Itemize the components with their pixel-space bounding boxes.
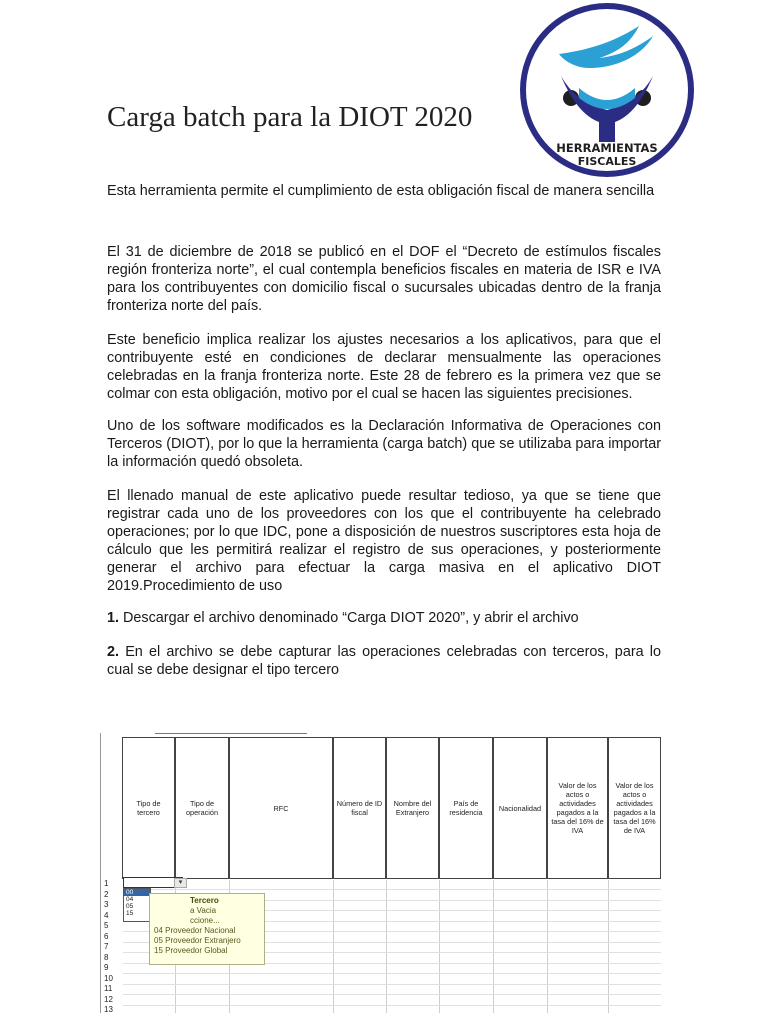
grid-row-line xyxy=(123,984,661,985)
row-number: 10 xyxy=(104,973,113,983)
row-number: 5 xyxy=(104,921,109,930)
step-1 xyxy=(107,609,661,627)
benefit-paragraph: Este beneficio implica realizar los ajustes necesarios a los aplicativos, para que el contribuyente esté en condiciones de declarar mensualmente las operaciones celebradas en la franja fronteriza norte. Este 28 de febrero es la primera vez que se colmar con esta obligación, motivo por el cual se hacen las siguientes precisiones. xyxy=(107,332,661,402)
row-number: 2 xyxy=(104,889,109,899)
step-2-text: En el archivo se debe capturar las operaciones celebradas con terceros, para lo cual se debe designar el tipo tercero xyxy=(107,644,661,678)
header-id-fiscal: Número de ID fiscal xyxy=(333,737,386,879)
dropdown-option[interactable]: 04 xyxy=(126,896,134,903)
tooltip-option: 15 Proveedor Global xyxy=(154,946,228,955)
intro-paragraph: Esta herramienta permite el cumplimiento de esta obligación fiscal de manera sencilla xyxy=(107,183,655,199)
header-valor-actos-16-a: Valor de los actos o actividades pagados a la tasa del 16% de IVA xyxy=(547,737,608,879)
manual-fill-paragraph: El llenado manual de este aplicativo puede resultar tedioso, ya que se tiene que registrar cada uno de los proveedores con los que el contribuyente ha celebrado operaciones; por lo que IDC, pone a disposición de nuestros suscriptores esta hoja de cálculo que les permitirá realizar el registro de sus operaciones, y posteriormente generar el archivo para efectuar la carga masiva en el aplicativo DIOT 2019.Procedimiento de uso xyxy=(107,488,661,594)
row-number: 6 xyxy=(104,931,109,941)
svg-text:HERRAMIENTAS: HERRAMIENTAS xyxy=(556,141,658,155)
dropdown-option[interactable]: 15 xyxy=(126,910,134,917)
header-tipo-operacion: Tipo de operación xyxy=(175,737,229,879)
row-number: 3 xyxy=(104,900,109,909)
header-rfc: RFC xyxy=(229,737,333,879)
dropdown-option[interactable]: 05 xyxy=(126,903,134,910)
step-2 xyxy=(107,643,661,679)
page-title: Carga batch para la DIOT 2020 xyxy=(107,101,473,133)
validation-tooltip xyxy=(149,893,265,965)
decree-paragraph: El 31 de diciembre de 2018 se publicó en el DOF el “Decreto de estímulos fiscales región fronteriza norte”, el cual contempla beneficios fiscales en materia de ISR e IVA para los contribuyentes con domicilio fiscal o sucursales ubicadas dentro de la franja fronteriza norte del país. xyxy=(107,244,661,314)
row-number: 11 xyxy=(104,984,113,993)
row-number: 7 xyxy=(104,942,109,951)
row-number: 8 xyxy=(104,952,109,962)
step-1-text: Descargar el archivo denominado “Carga DIOT 2020”, y abrir el archivo xyxy=(123,610,579,626)
herramientas-fiscales-logo xyxy=(519,2,695,178)
tooltip-line: ccione... xyxy=(190,916,220,925)
grid-row-line xyxy=(123,889,661,890)
header-valor-actos-16-b: Valor de los actos o actividades pagados a la tasa del 16% de IVA xyxy=(608,737,661,879)
dropdown-list[interactable] xyxy=(123,888,151,922)
tooltip-line: a Vacia xyxy=(190,906,217,915)
dropdown-option[interactable]: 00 xyxy=(124,889,150,896)
grid-row-line xyxy=(123,994,661,995)
spreadsheet-screenshot xyxy=(100,733,661,1013)
header-nombre-extranjero: Nombre del Extranjero xyxy=(386,737,439,879)
header-tipo-tercero: Tipo de tercero xyxy=(122,737,175,879)
step-1-number: 1. xyxy=(107,610,120,626)
row-number: 1 xyxy=(104,879,109,888)
row-number: 12 xyxy=(104,994,113,1004)
grid-row-line xyxy=(123,973,661,974)
software-paragraph: Uno de los software modificados es la Declaración Informativa de Operaciones con Terceros (DIOT), por lo que la herramienta (carga batch) que se utilizaba para importar la información quedó obsoleta. xyxy=(107,418,661,470)
header-pais-residencia: País de residencia xyxy=(439,737,493,879)
tooltip-option: 04 Proveedor Nacional xyxy=(154,926,236,935)
tooltip-title: Tercero xyxy=(190,896,219,905)
row-number: 13 xyxy=(104,1005,113,1013)
row-number: 4 xyxy=(104,910,109,920)
row-number: 9 xyxy=(104,963,109,972)
svg-text:FISCALES: FISCALES xyxy=(577,155,637,168)
tooltip-option: 05 Proveedor Extranjero xyxy=(154,936,241,945)
grid-row-line xyxy=(123,1005,661,1006)
step-2-number: 2. xyxy=(107,644,120,660)
header-nacionalidad: Nacionalidad xyxy=(493,737,547,879)
dropdown-arrow-button[interactable]: ▾ xyxy=(174,878,187,888)
